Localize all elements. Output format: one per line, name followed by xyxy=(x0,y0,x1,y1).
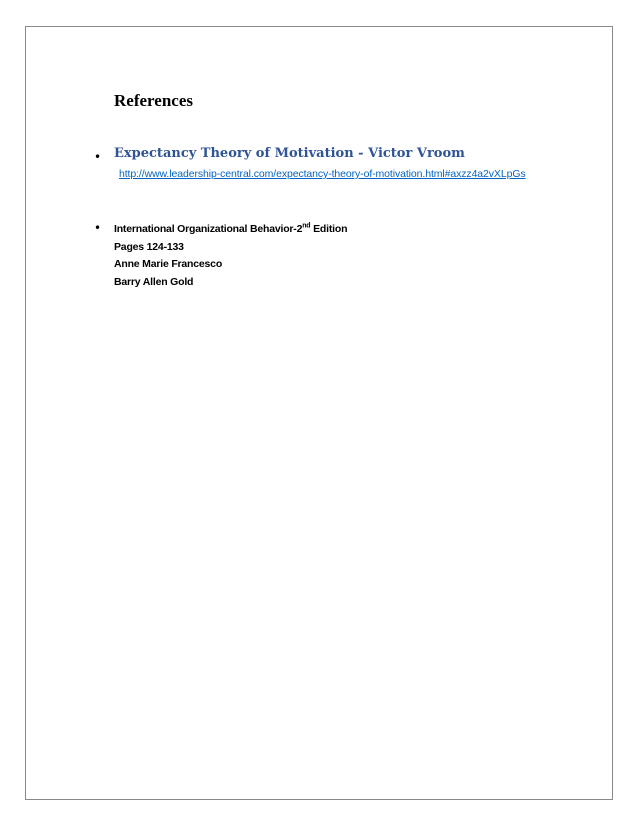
bullet-icon: • xyxy=(94,221,102,235)
reference-1-link[interactable]: http://www.leadership-central.com/expectancy-theory-of-motivation.html#axzz4a2vXLpGs xyxy=(119,168,526,180)
page-heading: References xyxy=(114,91,193,110)
page-border xyxy=(25,26,613,800)
reference-2-author: Barry Allen Gold xyxy=(114,275,194,288)
reference-2-pages: Pages 124-133 xyxy=(114,240,184,253)
reference-2 xyxy=(114,221,347,291)
bullet-icon: • xyxy=(94,150,102,164)
reference-2-title: International Organizational Behavior-2nd Edition xyxy=(114,222,348,235)
reference-2-author: Anne Marie Francesco xyxy=(114,258,223,270)
reference-1-title: Expectancy Theory of Motivation - Victor Vroom xyxy=(114,146,465,161)
